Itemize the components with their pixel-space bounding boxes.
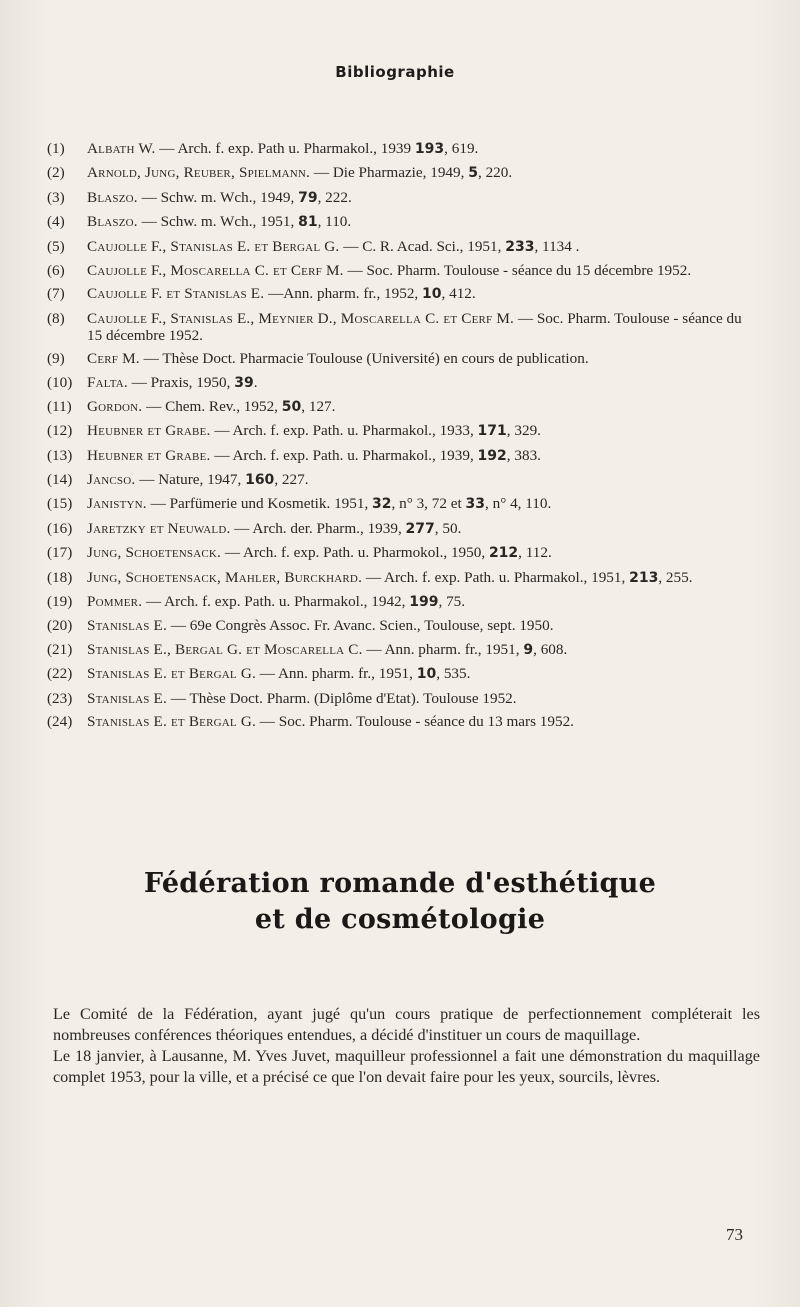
reference-item [47,350,747,367]
reference-source: Arch. f. exp. Path. u. Pharmakol., 1951, [384,568,630,586]
reference-volume: 10 [422,286,442,303]
reference-source: 69e Congrès Assoc. Fr. Avanc. Scien., Toulouse, sept. 1950. [189,617,554,635]
reference-authors: Stanislas E. et Bergal G. [87,712,256,730]
reference-item [47,495,747,513]
reference-source: Die Pharmazie, 1949, [332,164,469,182]
reference-separator: — [142,397,166,415]
reference-source: C. R. Acad. Sci., 1951, [362,237,506,255]
reference-number: (20) [47,617,73,635]
reference-authors: Jancso. [87,471,136,489]
reference-separator: — [230,519,253,537]
reference-volume: 5 [468,165,478,182]
reference-source: Arch. f. exp. Path. u. Pharmakol., 1933, [232,422,478,440]
reference-authors: Stanislas E. et Bergal G. [87,665,256,683]
reference-authors: Falta. [87,373,128,391]
reference-separator: — [137,188,161,206]
section-title-line-1: Fédération romande d'esthétique [143,868,657,899]
reference-number: (16) [47,519,73,537]
reference-pages: , 255. [658,568,693,586]
reference-separator: — [339,237,363,255]
reference-pages: , 112. [518,544,552,562]
reference-pages: , 127. [301,397,336,415]
reference-volume: 192 [477,447,507,464]
reference-source: Arch. f. exp. Path. u. Pharmakol., 1942, [164,593,410,611]
reference-item [47,310,747,344]
reference-volume: 277 [405,520,435,537]
reference-volume: 10 [416,666,437,683]
reference-pages: , 619. [444,140,479,157]
reference-authors: Pommer. [87,593,143,611]
reference-item [47,213,747,231]
reference-number: (3) [47,188,65,206]
section-title-line-2: et de cosmétologie [254,904,546,935]
reference-number: (7) [47,285,65,303]
reference-item [47,285,747,303]
reference-pages: , 608. [533,640,568,658]
reference-source: Chem. Rev., 1952, [165,397,282,415]
reference-source: Parfümerie und Kosmetik. 1951, [169,495,373,513]
reference-source: Soc. Pharm. Toulouse - séance du 15 décembre 1952. [87,309,742,344]
reference-item [47,140,747,158]
reference-volume: 233 [505,238,535,255]
reference-volume: 9 [523,641,534,658]
reference-authors: Albath W. [87,140,156,157]
reference-authors: Heubner et Grabe. [87,422,211,440]
reference-source: Nature, 1947, [158,471,246,489]
reference-number: (11) [47,397,72,415]
reference-authors: Caujolle F., Stanislas E., Meynier D., Moscarella C. et Cerf M. [87,309,515,327]
reference-pages: , 110. [317,213,352,231]
reference-item [47,471,747,489]
reference-separator: — [256,665,278,683]
reference-source: Thèse Doct. Pharmacie Toulouse (Université) en cours de publication. [162,350,589,368]
reference-source: Schw. m. Wch., 1951, [160,213,299,231]
reference-source: Arch. f. exp. Path. u. Pharmakol., 1939, [232,446,478,464]
reference-separator: — [256,712,279,730]
article-body [53,1004,760,1088]
reference-volume: 81 [298,214,318,231]
reference-source: Soc. Pharm. Toulouse - séance du 13 mars 1952. [278,712,574,730]
reference-separator: — [210,446,233,464]
reference-authors: Stanislas E., Bergal G. et Moscarella C. [87,640,363,658]
reference-authors: Jaretzky et Neuwald. [87,519,231,537]
reference-number: (2) [47,164,65,182]
reference-authors: Caujolle F., Stanislas E. et Bergal G. [87,237,340,255]
reference-source: Arch. der. Pharm., 1939, [252,519,406,537]
reference-number: (1) [47,140,65,157]
reference-pages: , n° 3, 72 et [391,495,466,513]
reference-item [47,617,747,634]
reference-volume: 32 [372,496,392,513]
reference-separator: — [310,164,333,182]
reference-number: (17) [47,544,73,562]
bibliography-heading: Bibliographie [335,63,455,81]
reference-pages: , 50. [434,519,462,537]
reference-number: (22) [47,665,73,683]
reference-separator: — [167,689,190,707]
reference-separator: — [127,373,151,391]
reference-authors: Heubner et Grabe. [87,446,211,464]
reference-item [47,398,747,416]
reference-authors: Stanislas E. [87,617,168,635]
reference-pages: , 383. [506,446,541,464]
reference-item [47,189,747,207]
reference-item [47,238,747,256]
reference-item [47,713,747,730]
reference-source: Ann. pharm. fr., 1952, [283,285,423,303]
reference-list [47,140,747,736]
reference-item [47,544,747,562]
reference-separator: — [343,261,367,279]
reference-separator: — [142,593,165,611]
reference-pages: , 220. [477,164,513,182]
reference-number: (10) [47,373,73,391]
reference-authors: Blaszo. [87,188,138,206]
reference-number: (18) [47,568,73,586]
reference-pages: , 1134 . [534,237,580,255]
reference-separator: — [137,213,161,231]
reference-source: Arch. f. exp. Path u. Pharmakol., 1939 [177,140,415,157]
reference-number: (19) [47,593,73,611]
reference-authors: Caujolle F. et Stanislas E. [87,285,265,303]
reference-pages: , 535. [436,665,471,683]
reference-pages: , 329. [506,422,541,440]
reference-item [47,164,747,182]
page-number: 73 [726,1225,743,1244]
reference-separator: — [514,309,537,327]
reference-source: Ann. pharm. fr., 1951, [277,665,417,683]
reference-number: (24) [47,712,73,730]
reference-separator: — [362,568,385,586]
reference-volume: 212 [488,545,519,562]
reference-number: (13) [47,446,73,464]
section-title [0,866,800,938]
reference-authors: Caujolle F., Moscarella C. et Cerf M. [87,261,344,279]
reference-number: (21) [47,640,73,658]
body-paragraph: Le 18 janvier, à Lausanne, M. Yves Juvet, maquilleur professionnel a fait une démonstration du maquillage complet 1953, pour la ville, et a précisé ce que l'on devait faire pour les yeux, sourcils, lèvres. [53,1047,760,1086]
reference-source: Soc. Pharm. Toulouse - séance du 15 décembre 1952. [366,261,692,279]
reference-separator: — [155,140,178,157]
reference-authors: Blaszo. [87,213,138,231]
reference-number: (6) [47,261,65,279]
reference-volume: 171 [477,423,507,440]
reference-authors: Janistyn. [87,495,147,513]
reference-pages: , 75. [438,593,466,611]
reference-number: (8) [47,309,65,327]
reference-authors: Arnold, Jung, Reuber, Spielmann. [87,164,311,182]
reference-number: (23) [47,689,73,707]
reference-number: (15) [47,495,73,513]
reference-item [47,422,747,440]
reference-separator: — [146,495,170,513]
reference-separator: — [135,471,159,489]
reference-number: (14) [47,471,73,489]
reference-separator: — [362,640,385,658]
reference-source: Arch. f. exp. Path. u. Pharmokol., 1950, [243,544,489,562]
reference-item [47,690,747,707]
reference-volume: 160 [245,472,275,489]
body-paragraph: Le Comité de la Fédération, ayant jugé qu'un cours pratique de perfectionnement compléterait les nombreuses conférences théoriques entendues, a décidé d'instituer un cours de maquillage. [53,1005,760,1044]
reference-item [47,374,747,392]
reference-volume: 79 [298,189,318,206]
reference-item [47,665,747,683]
reference-authors: Cerf M. [87,350,140,368]
reference-number: (12) [47,422,73,440]
reference-item [47,447,747,465]
reference-volume: 39 [234,374,254,391]
reference-separator: — [221,544,244,562]
reference-source: Ann. pharm. fr., 1951, [384,640,524,658]
reference-number: (4) [47,213,65,231]
reference-item [47,520,747,538]
reference-authors: Stanislas E. [87,689,168,707]
reference-number: (5) [47,237,65,255]
reference-pages-second: , n° 4, 110. [485,495,552,513]
reference-source: Thèse Doct. Pharm. (Diplôme d'Etat). Toulouse 1952. [189,689,517,707]
reference-separator: — [264,285,284,303]
reference-authors: Jung, Schoetensack. [87,544,222,562]
reference-number: (9) [47,350,65,368]
reference-pages: . [253,373,258,391]
reference-volume: 50 [281,398,302,415]
reference-volume: 193 [414,141,445,157]
reference-item [47,262,747,279]
reference-pages: , 412. [441,285,476,303]
reference-separator: — [167,617,190,635]
reference-volume: 213 [629,569,659,586]
reference-pages: , 222. [317,188,352,206]
reference-pages: , 227. [274,471,309,489]
reference-source: Schw. m. Wch., 1949, [160,188,299,206]
reference-source: Praxis, 1950, [150,373,235,391]
reference-authors: Jung, Schoetensack, Mahler, Burckhard. [87,568,363,586]
reference-item [47,641,747,659]
reference-item [47,569,747,587]
reference-volume: 199 [409,594,439,611]
reference-separator: — [139,350,163,368]
reference-volume-second: 33 [465,496,486,513]
reference-separator: — [210,422,233,440]
reference-authors: Gordon. [87,397,143,415]
reference-item [47,593,747,611]
